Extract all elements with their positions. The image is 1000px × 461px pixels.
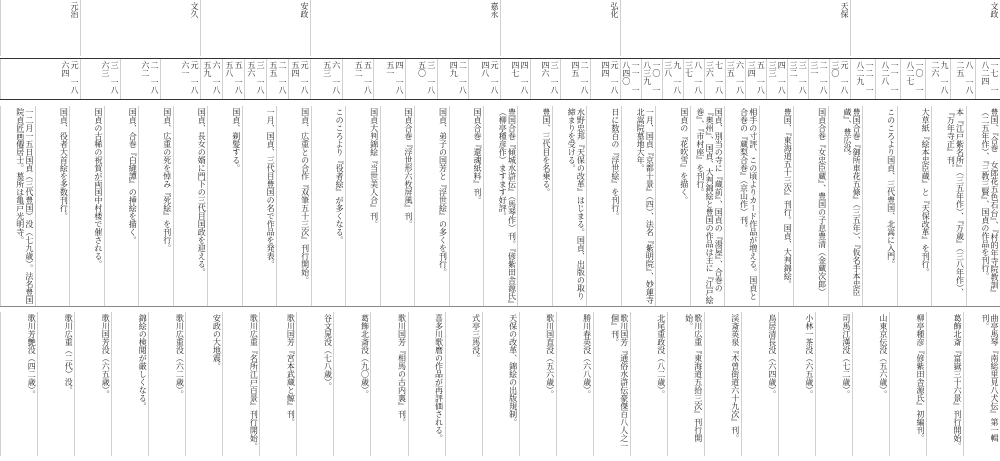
related-event-entry: 歌川広重『名所江戸百景』刊行開始。 [222, 312, 259, 456]
related-event-entry: 歌川広重『東海道五拾三次』刊行開始。 [667, 312, 704, 456]
event-entry: 国貞合巻『還魂紙料』刊。 [449, 106, 483, 306]
related-event-entry: 谷文晁没（七八歳）。 [296, 312, 333, 456]
year-label: 八 一八二五 [950, 59, 975, 99]
year-label: 四 一八三三 [766, 59, 787, 99]
year-label: 三 一八五六 [244, 59, 266, 99]
event-entry: 国貞合巻『女忠臣蔵』、豊国の子息豊清（金蔵次郎） [793, 106, 827, 306]
event-entry: 豊国合巻『傾城水滸伝』（馬琴作）刊。『偐紫田舎源氏』（柳亭種彦作）ますます好評。 [483, 106, 517, 306]
related-event-entry: 北尾重政没（八二歳）。 [630, 312, 667, 456]
year-label: 八 一八三七 [683, 59, 704, 99]
year-label: 四 一八五一 [373, 59, 405, 99]
year-label: 三 一八四六 [530, 59, 560, 99]
year-label: 九 一八二六 [925, 59, 950, 99]
year-label: 六 一八五三 [310, 59, 342, 99]
event-entry: 国貞、剃髪する。 [207, 106, 241, 306]
year-label: 七 一八三六 [704, 59, 725, 99]
event-entry: 水野忠邦『天保の改革』はじまる。国貞、出版の取り締まりを受ける。 [552, 106, 586, 306]
year-label: 五 一八五八 [222, 59, 244, 99]
year-label: 二 一八三一 [808, 59, 829, 99]
year-label: 元 一八三〇 [829, 59, 850, 99]
era-label: 安政 [200, 0, 310, 56]
related-events-row [0, 312, 1000, 456]
related-event-entry: 柳亭種彦『偐紫田舎源氏』初編刊。 [889, 312, 926, 456]
event-entry: このころより『役者絵』が多くなる。 [311, 106, 345, 306]
related-event-entry: 歌川国芳『相馬の古内裏』刊。 [370, 312, 407, 456]
year-label: 三 一八六三 [80, 59, 120, 99]
event-entry: 国貞大判錦絵『当世美人合』刊。 [345, 106, 379, 306]
related-event-entry: 安政の大地震。 [185, 312, 222, 456]
related-event-entry: 歌川国芳『宮本武蔵と鯨』刊。 [259, 312, 296, 456]
related-event-entry: 曲亭馬琴『南総里見八犬伝』第一輯刊。 [963, 312, 1000, 456]
related-event-entry: 歌川広重（二代）没。 [37, 312, 74, 456]
event-entry: 国貞、合巻『白縫譚』の挿絵を描く。 [104, 106, 138, 306]
event-entry: このころより国貞、三代豊国、北嵩に入門。 [862, 106, 896, 306]
era-label: 文政 [850, 0, 1000, 56]
year-label: 一七 一八二四 [975, 59, 1000, 99]
year-label: 二 一八四九 [437, 59, 469, 99]
related-event-entry: 歌川国芳没（六五歳）。 [74, 312, 111, 456]
related-event-entry: 歌川国直没（五六歳）。 [519, 312, 556, 456]
related-event-entry: 葛飾北斎『富嶽三十六景』刊行開始。 [926, 312, 963, 456]
related-event-entry: 司馬江漢没（七二歳）。 [815, 312, 852, 456]
year-label: 一〇 一八二七 [900, 59, 925, 99]
year-label: 元 一八六四 [0, 59, 80, 99]
year-label: 九 一八三八 [662, 59, 683, 99]
event-entry: 豊国合巻『御所車花五條』（三五年）、『仮名手本忠臣蔵』、豊広没。 [828, 106, 862, 306]
year-label: 二 一八五五 [266, 59, 288, 99]
related-event-entry: 錦絵の検閲が厳しくなる。 [111, 312, 148, 456]
related-event-entry: 式亭三馬没。 [445, 312, 482, 456]
year-label: 五 一八五二 [342, 59, 374, 99]
event-entry: 国貞、別当の寺に『蔵前』、国貞の『湯屋』、合巻の『奥州』、国貞、大判錦絵と豊国の作品は主に『江戸絵巻』、『市村座』を刊行。 [690, 106, 724, 306]
year-header-row [0, 58, 1000, 100]
event-entry: 国貞、広重との合作『双筆五十三次』刊行開始。 [276, 106, 310, 306]
year-label: 一一 一八四〇 [620, 59, 641, 99]
era-label: 天保 [620, 0, 850, 56]
related-event-entry: 歌川芳艶没（四二歳）。 [0, 312, 37, 456]
year-label: 元 一八六一 [160, 59, 200, 99]
era-label: 文久 [80, 0, 200, 56]
related-event-entry: 歌川広重没（六二歳）。 [148, 312, 185, 456]
related-event-entry: 勝川春英没（六八歳）。 [556, 312, 593, 456]
year-label: 二 一八四五 [560, 59, 590, 99]
year-label: 六 一八三五 [725, 59, 746, 99]
era-label: 嘉永 [310, 0, 500, 56]
year-label: 六 一八五九 [200, 59, 222, 99]
event-entry: 本『江戸紫名所』（三五年作）、『万歳』（三八年作）、『万年寺正』刊。 [931, 106, 965, 306]
related-event-entry: 葛飾北斎没（九〇歳）。 [333, 312, 370, 456]
year-label: 元 一八五四 [288, 59, 310, 99]
event-entry: 豊国、三代目を名乗る。 [517, 106, 551, 306]
year-label: 元 一八四八 [468, 59, 500, 99]
event-entry: 国貞の『花吹雪』を描く。 [655, 106, 689, 306]
era-label: 弘化 [500, 0, 620, 56]
chronology-table [0, 106, 1000, 456]
year-label: 二 一八六二 [120, 59, 160, 99]
event-entry: 国貞、役者大首絵を多数刊行。 [35, 106, 69, 306]
event-entry: 大草紙『絵本忠臣蔵』と『天保改革』を刊行。 [897, 106, 931, 306]
event-entry: 一月、国貞『京都十景』（四）、法名『紫明院』、妙蓮寺北嵩院墓地大年。 [621, 106, 655, 306]
event-entry: 国貞合巻『浮世形六枚屏風』刊。 [380, 106, 414, 306]
year-label: 五 一八三四 [745, 59, 766, 99]
year-label: 一〇 一八三九 [641, 59, 662, 99]
event-entry: 国貞の古稀の祝賀が両国中村楼で催される。 [69, 106, 103, 306]
event-entry: 豊国、『東海道五十三次』刊行。国貞、大判錦絵。 [759, 106, 793, 306]
related-event-entry: 喜多川歌麿の作品が再評価される。 [408, 312, 445, 456]
event-entry: 国貞、弟子の国芳と『浮世絵』の多くを刊行。 [414, 106, 448, 306]
event-entry: 国貞、長女の婿に門下の三代目国政を迎える。 [173, 106, 207, 306]
kunisada-events-row [0, 106, 1000, 307]
year-label: 三 一八三二 [787, 59, 808, 99]
year-label: 一一 一八二八 [875, 59, 900, 99]
related-event-entry: 歌川国芳『通俗水滸伝豪傑百八人之一個』刊。 [593, 312, 630, 456]
event-entry: 相手の寸評、この頃よりカード作品が増える。国貞と合巻の『蔵梨合巻』（京山作）刊。 [724, 106, 758, 306]
related-event-entry: 山東京伝没（五六歳）。 [852, 312, 889, 456]
event-entry: 国貞、広重の死を悼み『死絵』を刊行。 [138, 106, 172, 306]
related-event-entry: 天保の改革、錦絵の出版規制。 [482, 312, 519, 456]
year-label: 四 一八四七 [500, 59, 530, 99]
event-entry: 一二月一五日国貞（三代豊国）没（七九歳）。法名豊国院貞匠画僊居士。墓所は亀戸光明寺。 [0, 106, 34, 306]
year-label: 元 一八四四 [590, 59, 620, 99]
event-entry: 日に数百の『浮世絵』を刊行。 [586, 106, 620, 306]
related-event-entry: 鳥居清長没（六四歳）。 [741, 312, 778, 456]
related-event-entry: 渓斎英泉『木曽街道六十九次』刊。 [704, 312, 741, 456]
event-entry: 豊国、『合巻 女郎花五色石台』、『村的年寺院教訓』（二五年作）、『三教三賢』、国貞の作品を刊行。 [966, 106, 1000, 306]
related-event-entry: 小林一茶没（六五歳）。 [778, 312, 815, 456]
era-header-row [0, 0, 1000, 56]
era-label: 元治 [0, 0, 80, 56]
year-label: 一二 一八二九 [850, 59, 875, 99]
year-label: 三 一八五〇 [405, 59, 437, 99]
event-entry: 一月、国貞、三代目豊国の名で作品を発表。 [242, 106, 276, 306]
